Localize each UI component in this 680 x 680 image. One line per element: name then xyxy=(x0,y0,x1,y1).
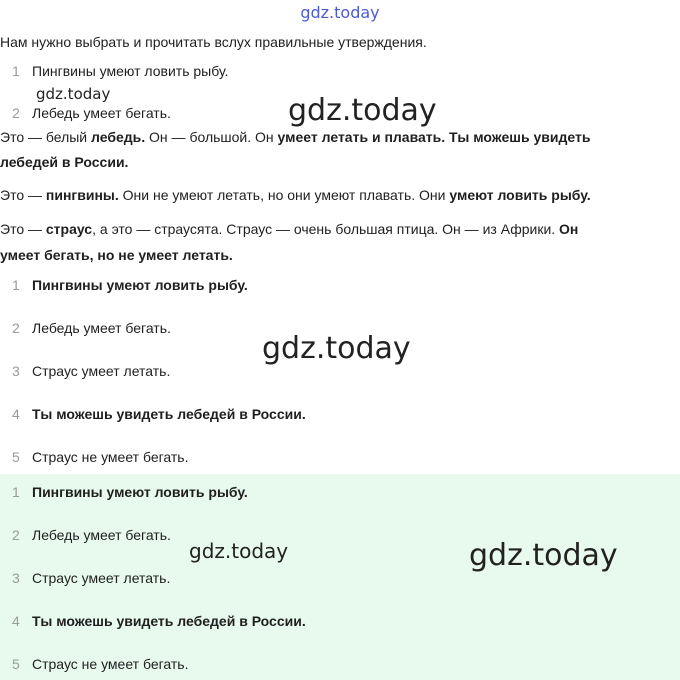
header-watermark: gdz.today xyxy=(300,3,380,22)
paragraph-ostrich-line2: умеет бегать, но не умеет летать. xyxy=(0,247,233,263)
paragraph-text: Это — xyxy=(0,187,46,203)
statement-item: Страус умеет летать. xyxy=(32,363,171,379)
intro-list-number: 2 xyxy=(12,105,20,121)
paragraph-bold: пингвины. xyxy=(45,187,119,203)
statement-item: Страус не умеет бегать. xyxy=(32,449,189,465)
intro-list-item: Пингвины умеют ловить рыбу. xyxy=(32,63,229,79)
watermark: gdz.today xyxy=(469,538,618,573)
paragraph-ostrich-line1 xyxy=(0,219,578,239)
answer-item: Пингвины умеют ловить рыбу. xyxy=(32,484,248,500)
paragraph-bold: умеет летать и плавать. Ты можешь увидеть xyxy=(277,129,591,145)
watermark: gdz.today xyxy=(288,93,437,128)
paragraph-text: Он — большой. Он xyxy=(145,129,278,145)
paragraph-swan-line2: лебедей в России. xyxy=(0,154,129,170)
statement-number: 2 xyxy=(12,320,20,336)
watermark: gdz.today xyxy=(262,331,411,366)
answer-item: Страус не умеет бегать. xyxy=(32,656,189,672)
paragraph-text: , а это — страусята. Страус — очень большая птица. Он — из Африки. xyxy=(92,221,560,237)
statement-number: 3 xyxy=(12,363,20,379)
statement-item: Ты можешь увидеть лебедей в России. xyxy=(32,406,306,422)
paragraph-bold: умеют ловить рыбу. xyxy=(449,187,591,203)
task-text: Нам нужно выбрать и прочитать вслух правильные утверждения. xyxy=(0,34,427,50)
intro-list-item: Лебедь умеет бегать. xyxy=(32,105,171,121)
paragraph-penguins xyxy=(0,185,591,205)
answer-item: Ты можешь увидеть лебедей в России. xyxy=(32,613,306,629)
answer-number: 5 xyxy=(12,656,20,672)
answer-number: 4 xyxy=(12,613,20,629)
statement-item: Лебедь умеет бегать. xyxy=(32,320,171,336)
answer-number: 2 xyxy=(12,527,20,543)
paragraph-swan-line1 xyxy=(0,127,590,147)
watermark: gdz.today xyxy=(189,539,289,563)
answer-number: 3 xyxy=(12,570,20,586)
watermark: gdz.today xyxy=(36,85,111,103)
answer-item: Страус умеет летать. xyxy=(32,570,171,586)
intro-list-number: 1 xyxy=(12,63,20,79)
paragraph-bold: лебедь. xyxy=(91,129,146,145)
answer-number: 1 xyxy=(12,484,20,500)
paragraph-text: Это — xyxy=(0,221,46,237)
paragraph-bold: страус xyxy=(45,221,93,237)
statement-number: 1 xyxy=(12,277,20,293)
paragraph-text: Они не умеют летать, но они умеют плавать. Они xyxy=(118,187,450,203)
statement-number: 4 xyxy=(12,406,20,422)
statement-item: Пингвины умеют ловить рыбу. xyxy=(32,277,248,293)
answer-item: Лебедь умеет бегать. xyxy=(32,527,171,543)
statement-number: 5 xyxy=(12,449,20,465)
paragraph-bold: Он xyxy=(559,221,579,237)
paragraph-text: Это — белый xyxy=(0,129,92,145)
